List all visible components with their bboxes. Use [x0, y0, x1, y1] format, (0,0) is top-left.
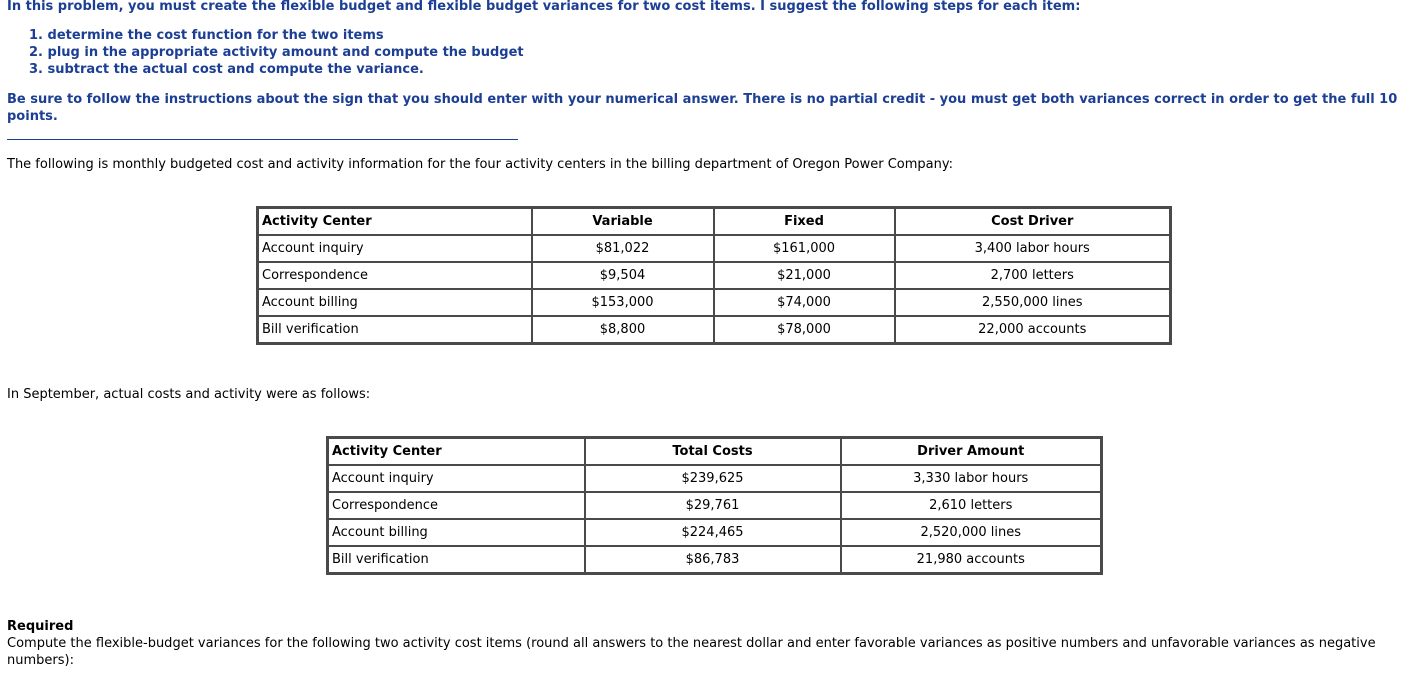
column-header: Total Costs — [585, 438, 841, 466]
table-cell: $153,000 — [532, 289, 714, 316]
budget-table — [256, 206, 1172, 345]
table-cell: $86,783 — [585, 546, 841, 574]
table-cell: $29,761 — [585, 492, 841, 519]
table-cell: Bill verification — [328, 546, 585, 574]
column-header: Variable — [532, 208, 714, 236]
required-title: Required — [7, 619, 74, 634]
table-row — [328, 519, 1102, 546]
steps-list — [29, 27, 1407, 78]
table-cell: $161,000 — [714, 235, 895, 262]
table-cell: Bill verification — [258, 316, 532, 344]
table-cell: Account billing — [258, 289, 532, 316]
table-cell: Correspondence — [258, 262, 532, 289]
step-item: 3. subtract the actual cost and compute the variance. — [29, 62, 424, 77]
budget-intro-text: The following is monthly budgeted cost and activity information for the four activity centers in the billing department of Oregon Power Company: — [7, 157, 953, 172]
table-cell: 2,610 letters — [841, 492, 1102, 519]
table-cell: 2,700 letters — [895, 262, 1171, 289]
table-cell: $78,000 — [714, 316, 895, 344]
column-header: Fixed — [714, 208, 895, 236]
table-cell: Account inquiry — [258, 235, 532, 262]
table-cell: 3,330 labor hours — [841, 465, 1102, 492]
table-cell: $239,625 — [585, 465, 841, 492]
table-row — [328, 465, 1102, 492]
instructions-block — [7, 0, 1407, 125]
table-row — [258, 235, 1171, 262]
required-text: Compute the flexible-budget variances for the following two activity cost items (round all answers to the nearest dollar and enter favorable variances as positive numbers and unfavorable variances as negative numbers): — [7, 636, 1376, 668]
column-header: Activity Center — [328, 438, 585, 466]
table-cell: 2,520,000 lines — [841, 519, 1102, 546]
table-row — [258, 316, 1171, 344]
table-cell: $81,022 — [532, 235, 714, 262]
table-header-row — [258, 208, 1171, 236]
instructions-heading: In this problem, you must create the flexible budget and flexible budget variances for two cost items. I suggest the following steps for each item: — [7, 0, 1081, 14]
table-row — [258, 262, 1171, 289]
table-cell: $21,000 — [714, 262, 895, 289]
table-cell: 2,550,000 lines — [895, 289, 1171, 316]
actual-table — [326, 436, 1103, 575]
table-cell: Account inquiry — [328, 465, 585, 492]
column-header: Cost Driver — [895, 208, 1171, 236]
table-cell: $224,465 — [585, 519, 841, 546]
required-section — [7, 618, 1415, 669]
table-cell: Account billing — [328, 519, 585, 546]
table-row — [328, 546, 1102, 574]
table-cell: Correspondence — [328, 492, 585, 519]
sign-instructions-note: Be sure to follow the instructions about the sign that you should enter with your numerical answer. There is no partial credit - you must get both variances correct in order to get the full 10 points. — [7, 92, 1398, 124]
table-cell: 21,980 accounts — [841, 546, 1102, 574]
actual-intro-text: In September, actual costs and activity were as follows: — [7, 387, 371, 402]
column-header: Activity Center — [258, 208, 532, 236]
column-header: Driver Amount — [841, 438, 1102, 466]
table-cell: $8,800 — [532, 316, 714, 344]
step-item: 2. plug in the appropriate activity amount and compute the budget — [29, 45, 524, 60]
table-header-row — [328, 438, 1102, 466]
step-item: 1. determine the cost function for the two items — [29, 28, 384, 43]
divider — [7, 139, 518, 140]
table-cell: $9,504 — [532, 262, 714, 289]
table-row — [258, 289, 1171, 316]
table-cell: 3,400 labor hours — [895, 235, 1171, 262]
table-cell: $74,000 — [714, 289, 895, 316]
table-cell: 22,000 accounts — [895, 316, 1171, 344]
table-row — [328, 492, 1102, 519]
